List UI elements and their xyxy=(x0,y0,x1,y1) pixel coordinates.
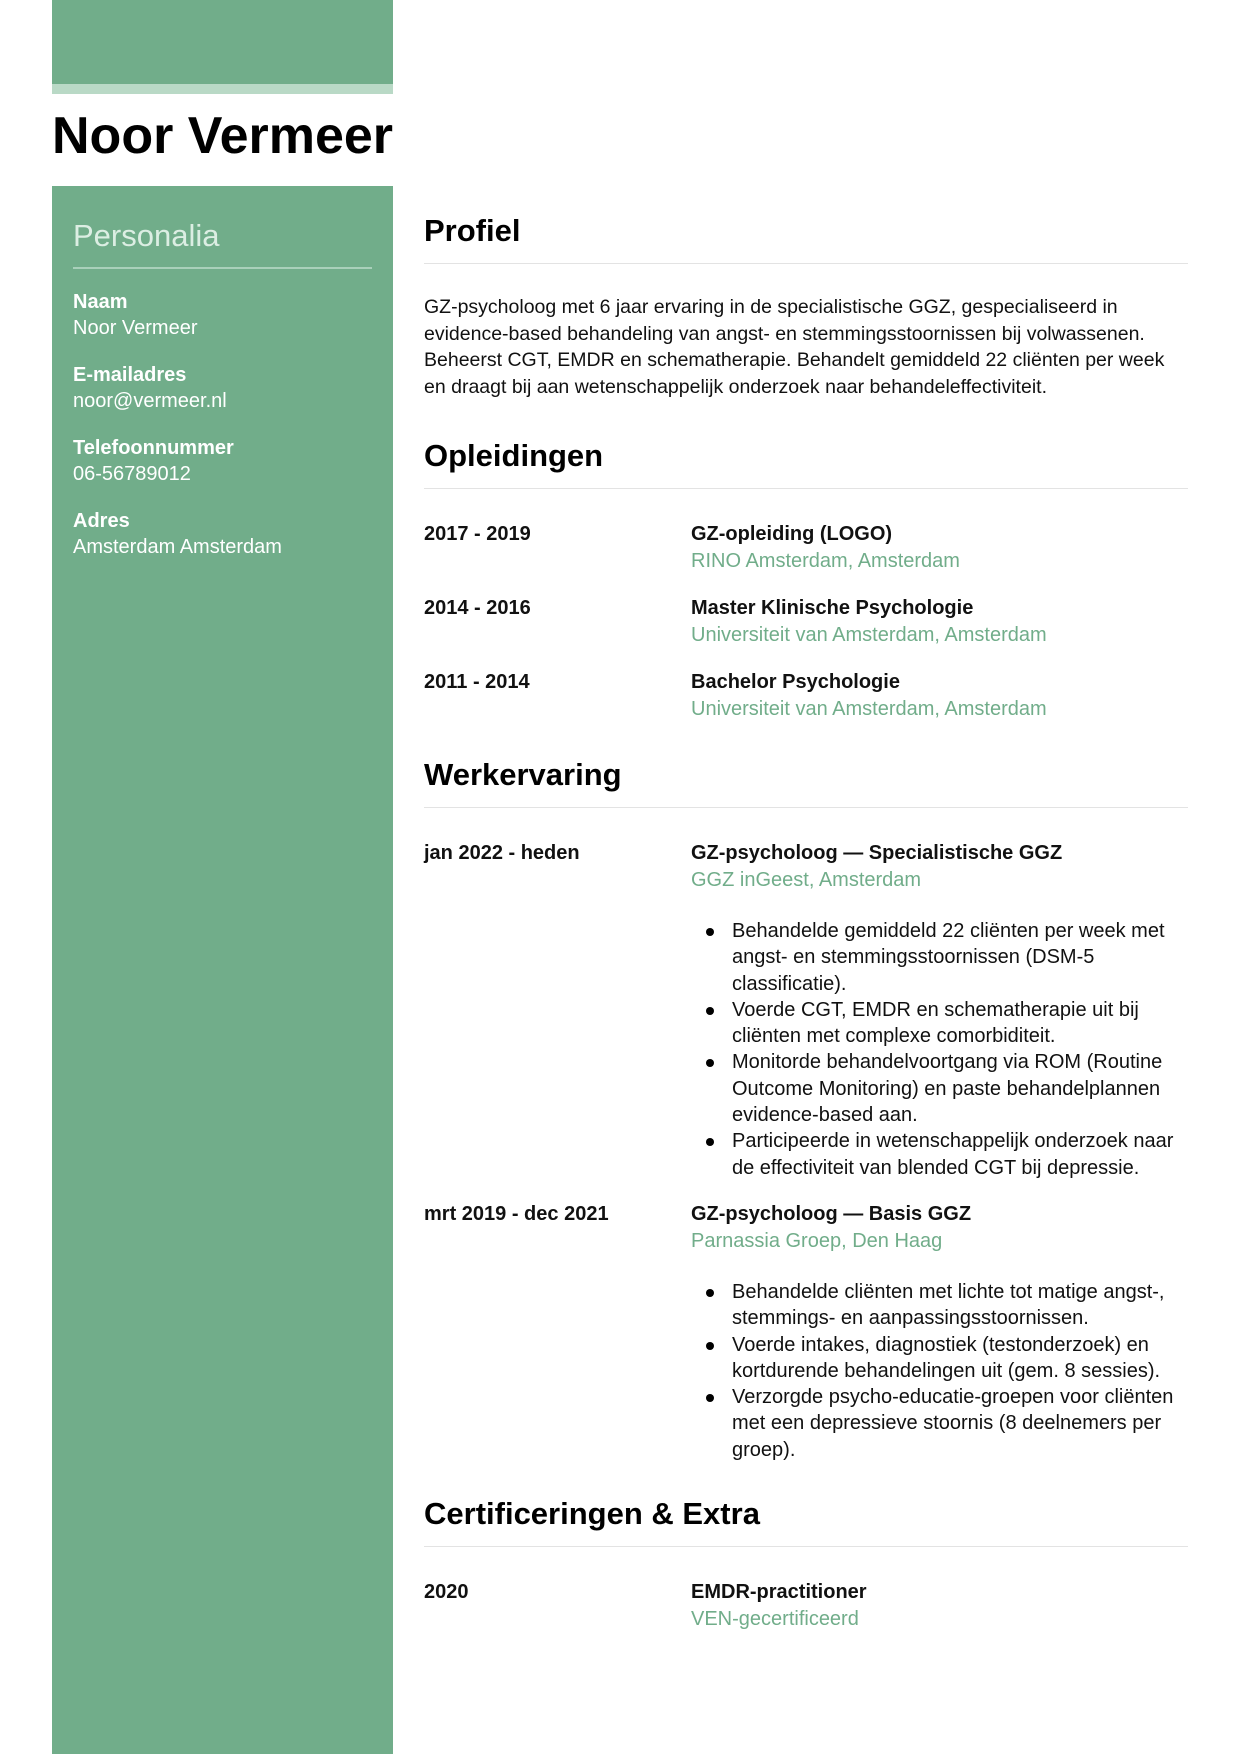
section-divider xyxy=(424,263,1188,264)
list-item: Monitorde behandelvoortgang via ROM (Routine Outcome Monitoring) en paste behandelplannen evidence-based aan. xyxy=(691,1049,1188,1128)
entry-date: mrt 2019 - dec 2021 xyxy=(424,1202,609,1225)
field-label: Naam xyxy=(73,291,128,313)
entry-title: GZ-psycholoog — Specialistische GGZ xyxy=(691,842,1063,864)
work-bullets xyxy=(691,918,1188,1181)
field-value: Amsterdam Amsterdam xyxy=(73,536,282,558)
section-title: Profiel xyxy=(424,213,521,248)
bullet-icon xyxy=(706,1342,714,1350)
section-title: Werkervaring xyxy=(424,757,622,792)
header-accent-strip xyxy=(52,84,393,94)
work-bullets xyxy=(691,1279,1188,1463)
education-entry xyxy=(424,521,1188,575)
main-content xyxy=(424,212,1188,1633)
header-color-band xyxy=(52,0,393,84)
bullet-icon xyxy=(706,928,714,936)
entry-title: Master Klinische Psychologie xyxy=(691,597,974,619)
field-naam xyxy=(73,289,372,341)
entry-date: 2020 xyxy=(424,1581,469,1604)
field-telefoon xyxy=(73,435,372,487)
section-divider xyxy=(424,807,1188,808)
sidebar-personalia xyxy=(52,186,393,1754)
section-title: Opleidingen xyxy=(424,438,604,473)
section-profiel xyxy=(424,212,1188,400)
field-label: E-mailadres xyxy=(73,364,187,386)
certification-entry xyxy=(424,1579,1188,1633)
bullet-icon xyxy=(706,1394,714,1402)
entry-institution: RINO Amsterdam, Amsterdam xyxy=(691,550,960,572)
field-adres xyxy=(73,508,372,560)
bullet-icon xyxy=(706,1138,714,1146)
entry-title: GZ-psycholoog — Basis GGZ xyxy=(691,1202,972,1225)
entry-date: 2017 - 2019 xyxy=(424,523,531,545)
section-divider xyxy=(424,1546,1188,1547)
entry-date: 2014 - 2016 xyxy=(424,597,531,619)
section-divider xyxy=(424,488,1188,489)
list-item: Voerde intakes, diagnostiek (testonderzoek) en kortdurende behandelingen uit (gem. 8 sessies). xyxy=(691,1332,1188,1385)
section-title: Certificeringen & Extra xyxy=(424,1496,760,1532)
sidebar-title: Personalia xyxy=(73,218,220,253)
bullet-icon xyxy=(706,1289,714,1297)
entry-institution: Universiteit van Amsterdam, Amsterdam xyxy=(691,624,1047,646)
work-entry xyxy=(424,840,1188,1181)
entry-institution: Universiteit van Amsterdam, Amsterdam xyxy=(691,698,1047,720)
profile-text: GZ-psycholoog met 6 jaar ervaring in de specialistische GGZ, gespecialiseerd in evidence-based behandeling van angst- en stemmingsstoornissen bij volwassenen. Beheerst CGT, EMDR en schematherapie. Behandelt gemiddeld 22 cliënten per week en draagt bij aan wetenschappelijk onderzoek naar behandeleffectiviteit. xyxy=(424,296,1165,398)
list-item: Verzorgde psycho-educatie-groepen voor cliënten met een depressieve stoornis (8 deelnemers per groep). xyxy=(691,1384,1188,1463)
entry-employer: Parnassia Groep, Den Haag xyxy=(691,1229,943,1252)
entry-issuer: VEN-gecertificeerd xyxy=(691,1608,859,1631)
entry-title: GZ-opleiding (LOGO) xyxy=(691,523,893,545)
work-entry xyxy=(424,1201,1188,1463)
entry-date: 2011 - 2014 xyxy=(424,671,530,693)
section-werkervaring xyxy=(424,756,1188,1463)
candidate-name: Noor Vermeer xyxy=(52,107,394,165)
list-item: Participeerde in wetenschappelijk onderzoek naar de effectiviteit van blended CGT bij depressie. xyxy=(691,1128,1188,1181)
entry-title: EMDR-practitioner xyxy=(691,1581,867,1604)
bullet-icon xyxy=(706,1007,714,1015)
field-value: noor@vermeer.nl xyxy=(73,390,227,412)
section-opleidingen xyxy=(424,437,1188,723)
field-label: Adres xyxy=(73,510,130,532)
field-email xyxy=(73,362,372,414)
field-label: Telefoonnummer xyxy=(73,437,234,459)
section-certificeringen xyxy=(424,1495,1188,1633)
education-entry xyxy=(424,669,1188,723)
list-item: Behandelde cliënten met lichte tot matige angst-, stemmings- en aanpassingsstoornissen. xyxy=(691,1279,1188,1332)
field-value: Noor Vermeer xyxy=(73,317,198,339)
education-entry xyxy=(424,595,1188,649)
list-item: Behandelde gemiddeld 22 cliënten per week met angst- en stemmingsstoornissen (DSM-5 classificatie). xyxy=(691,918,1188,997)
entry-title: Bachelor Psychologie xyxy=(691,671,900,693)
field-value: 06-56789012 xyxy=(73,463,191,485)
entry-employer: GGZ inGeest, Amsterdam xyxy=(691,869,922,891)
bullet-icon xyxy=(706,1059,714,1067)
sidebar-divider xyxy=(73,267,372,269)
entry-date: jan 2022 - heden xyxy=(424,842,580,864)
list-item: Voerde CGT, EMDR en schematherapie uit bij cliënten met complexe comorbiditeit. xyxy=(691,997,1188,1050)
